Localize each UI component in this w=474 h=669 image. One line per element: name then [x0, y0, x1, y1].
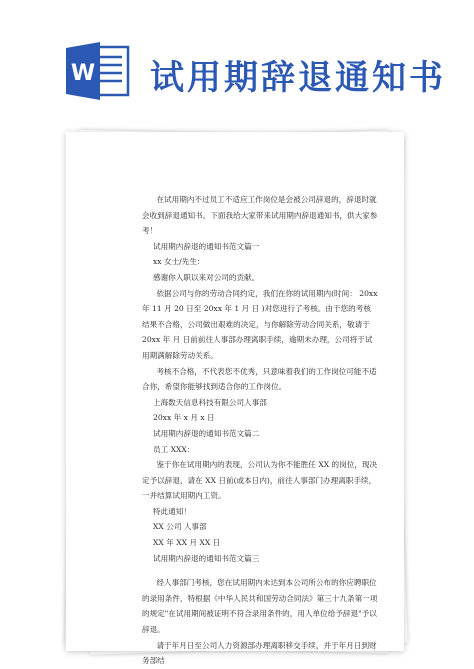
document-paragraph: 经人事部门考核，您在试用期内未达到本公司所公布的你应聘职位的录用条件，特根据《中华人民共和国劳动合同法》第三十九条第一项的规定"在试用期间被证明不符合录用条件的，用人单位给予辞退"予以辞退。 — [142, 578, 378, 635]
document-line: 试用期内辞退的通知书范文篇一 — [153, 241, 260, 251]
document-line: 员工 XXX： — [153, 444, 195, 454]
document-line: 试用期内辞退的通知书范文篇三 — [153, 553, 260, 563]
document-line: 试用期内辞退的通知书范文篇二 — [153, 428, 260, 438]
document-paragraph: 考核不合格，不代表您不优秀，只意味着我们的工作岗位可能不适合你，希望你能够找到适合你的工作岗位。 — [142, 366, 377, 392]
document-preview — [66, 132, 404, 666]
document-line: xx 女士/先生： — [153, 257, 205, 267]
document-line: 上海数天信息科技有限公司人事部 — [153, 397, 267, 407]
document-line: 20xx 年 x 月 x 日 — [153, 413, 215, 423]
document-paragraph: 鉴于你在试用期内的表现，公司认为你不能胜任 XX 的岗位，现决定予以辞退，请在 XX 日前(或本日内)，前往人事部门办理离职手续，一并结算试用期内工资。 — [142, 460, 378, 501]
document-line: 感谢你入职以来对公司的贡献。 — [153, 272, 260, 282]
document-line: XX 公司 人事部 — [153, 522, 207, 532]
word-doc-icon — [66, 42, 132, 100]
document-line: 特此通知！ — [153, 506, 191, 516]
page-header — [0, 0, 474, 120]
document-paragraph: 依据公司与你的劳动合同约定，我们在你的试用期内(时间： 20xx 年 11 月 20 日至 20xx 年 1 月 日 )对您进行了考核。由于您的考核结果不合格，公司做出艰难的决定，与你解除劳动合同关系，敬请于20xx 年 月 日前前往人事部办理离职手续，逾期未办理，公司将于试用期满解除劳动关系。 — [142, 288, 378, 360]
document-paragraph: 在试用期内不过员工不适应工作岗位是会被公司辞退的，辞退时就会收到辞退通知书。下面我给大家带来试用期内辞退通知书，供大家参考！ — [142, 195, 378, 236]
spacer — [142, 566, 378, 575]
document-page — [66, 132, 404, 666]
word-icon-letter: W — [70, 61, 96, 86]
page-title: 试用期辞退通知书 — [150, 58, 446, 98]
document-paragraph: 请于年月日至公司人力资源部办理离职移交手续，并于年月日到财务部结 — [142, 640, 377, 666]
document-body — [142, 192, 378, 669]
document-line: XX 年 XX 月 XX 日 — [153, 538, 221, 548]
